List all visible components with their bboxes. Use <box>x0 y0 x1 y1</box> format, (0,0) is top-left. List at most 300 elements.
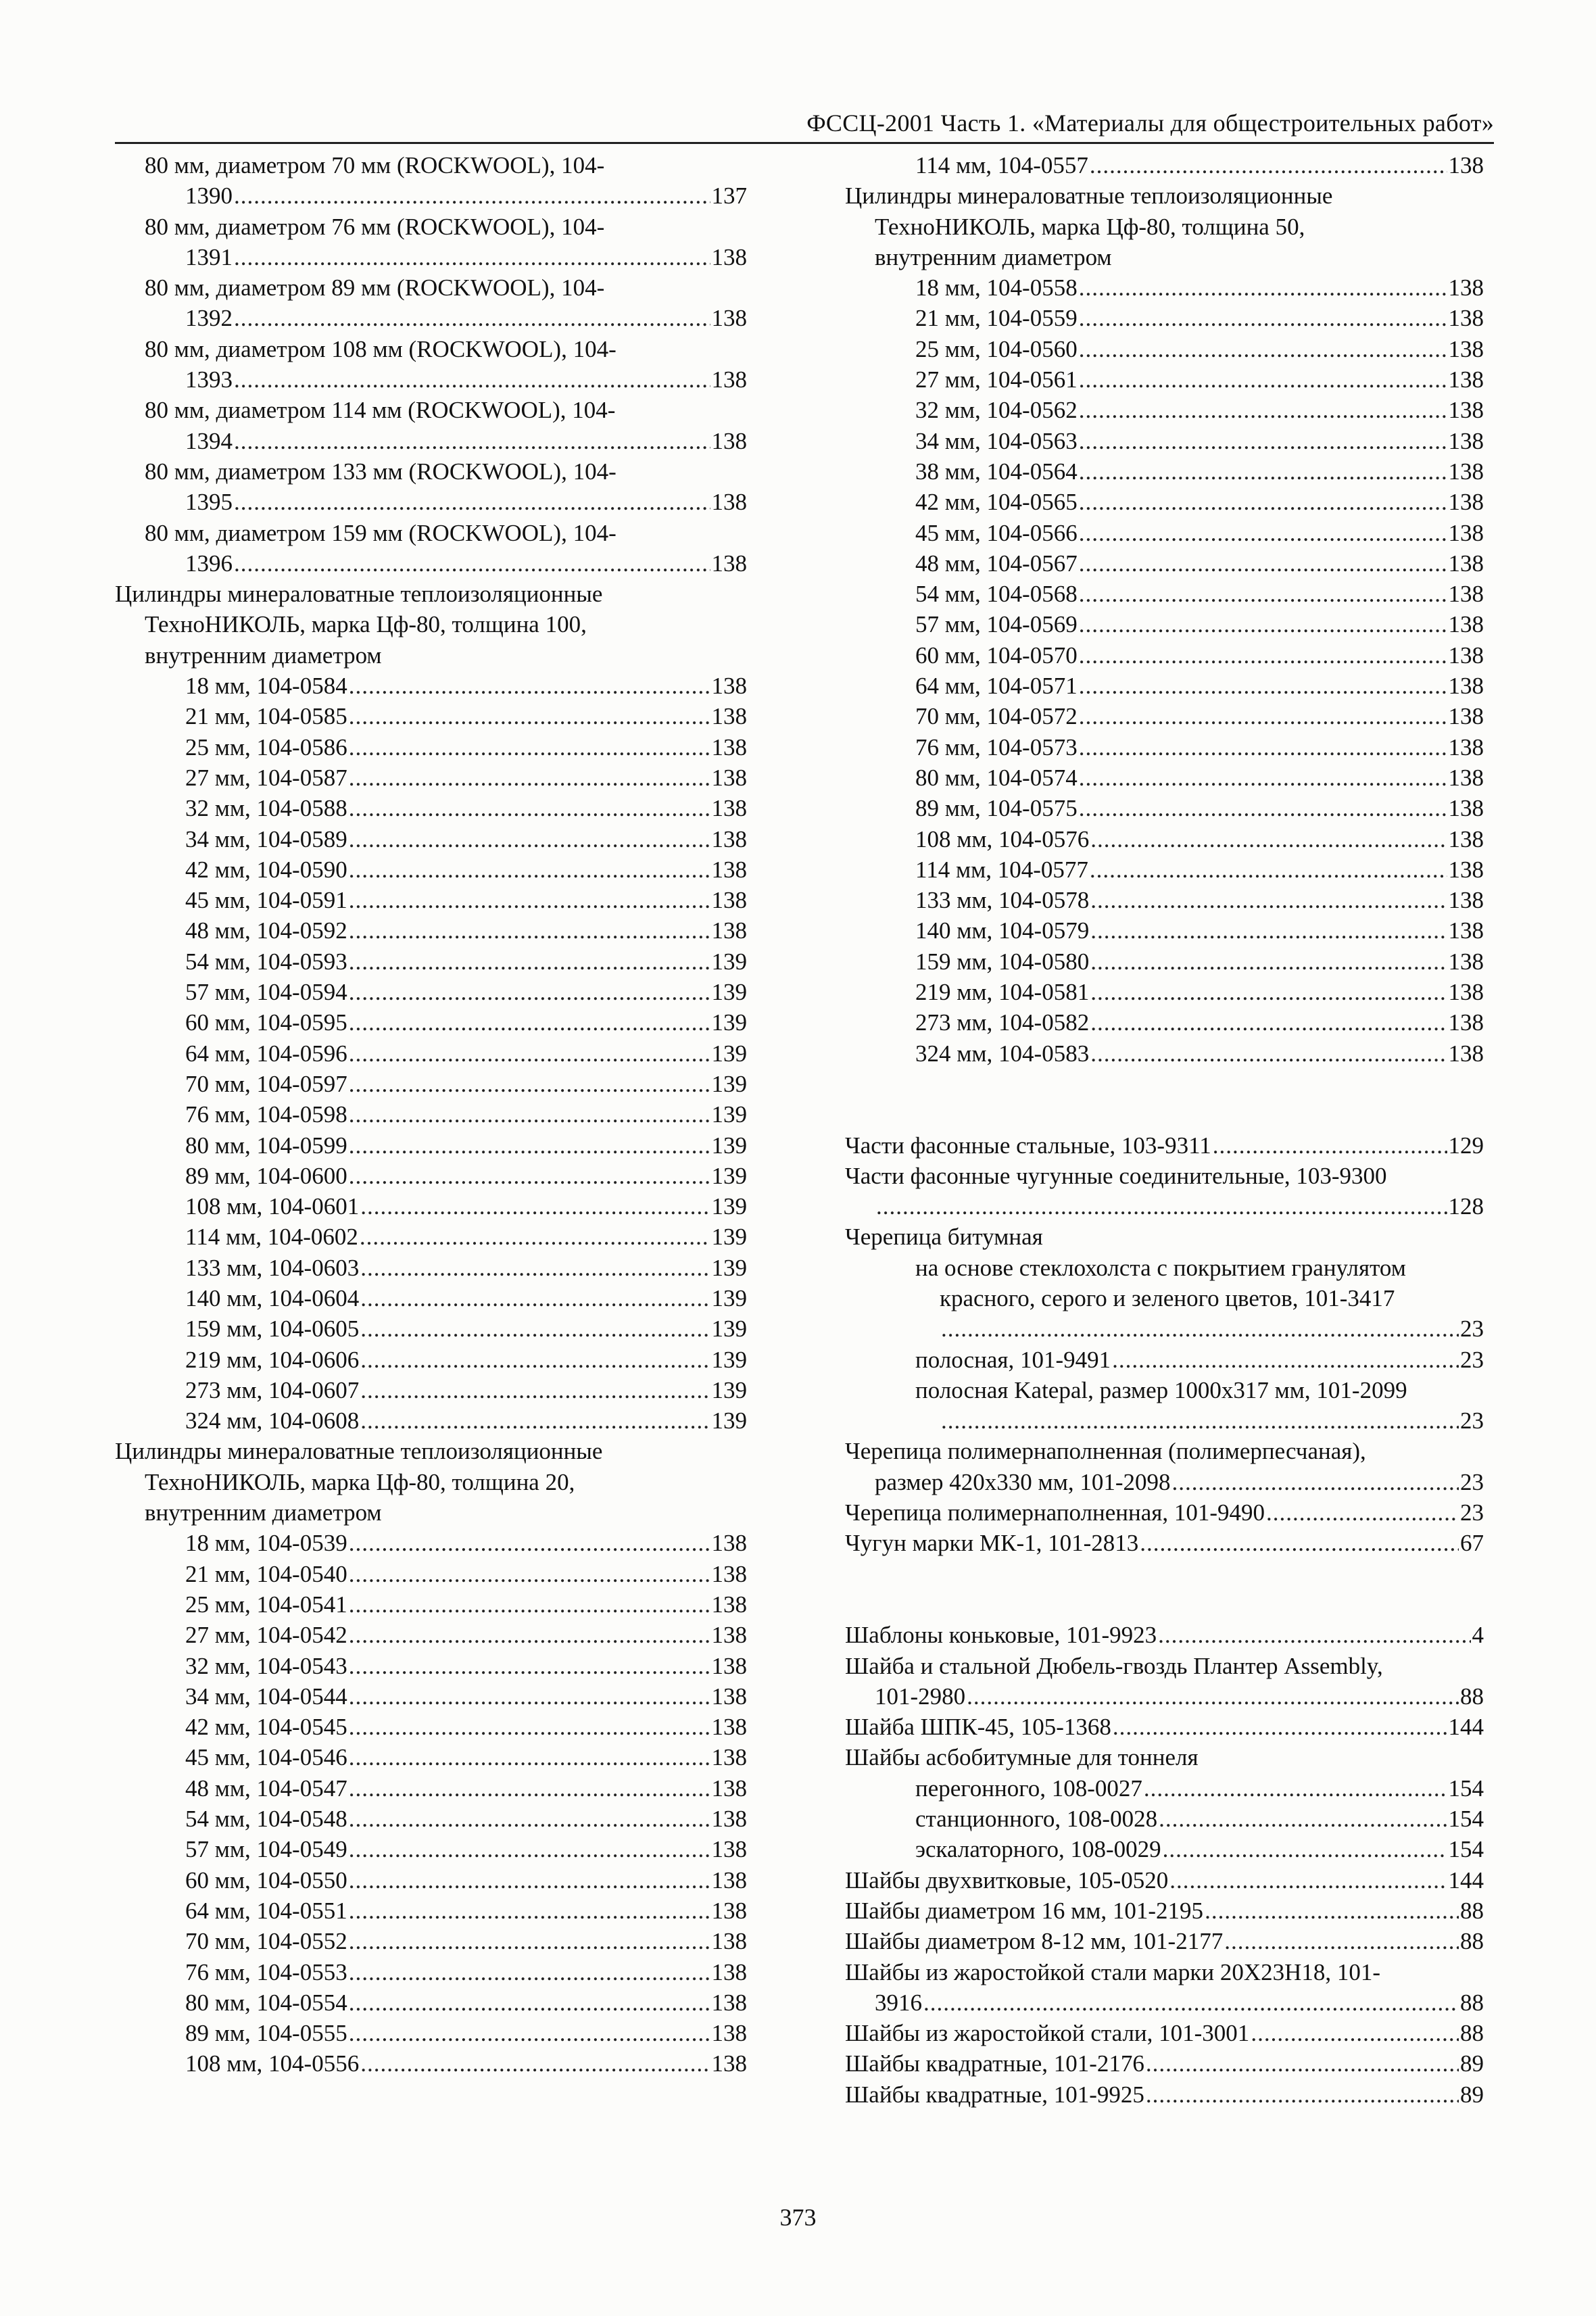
page-reference: 138 <box>711 856 747 883</box>
index-entry <box>845 640 1484 671</box>
index-entry-line <box>115 1345 747 1375</box>
dot-leader <box>349 1007 710 1038</box>
index-entry <box>115 701 747 731</box>
index-entry-line <box>845 701 1484 731</box>
dot-leader <box>1079 395 1447 425</box>
entry-text: размер 420х330 мм, 101-2098 <box>875 1468 1171 1495</box>
page-reference: 23 <box>1460 1499 1484 1526</box>
index-entry-line <box>115 548 747 579</box>
index-entry <box>845 915 1484 946</box>
page-reference: 138 <box>1448 550 1484 577</box>
index-entry <box>115 212 747 273</box>
dot-leader <box>234 364 710 395</box>
page-reference: 88 <box>1460 1989 1484 2016</box>
dot-leader <box>967 1681 1459 1712</box>
page-reference: 138 <box>711 489 747 516</box>
page-reference: 138 <box>711 1866 747 1893</box>
entry-text: 80 мм, диаметром 108 мм (ROCKWOOL), 104- <box>145 335 616 362</box>
index-entry-line <box>115 1804 747 1834</box>
entry-text: 159 мм, 104-0580 <box>915 948 1090 975</box>
entry-text: Шайбы диаметром 16 мм, 101-2195 <box>845 1897 1204 1924</box>
entry-text: внутренним диаметром <box>145 1499 382 1526</box>
dot-leader <box>234 487 710 517</box>
dot-leader <box>1079 701 1447 731</box>
dot-leader <box>349 1987 710 2018</box>
blank-line <box>845 1559 1484 1589</box>
entry-text: 45 мм, 104-0566 <box>915 519 1078 546</box>
entry-text: Шайбы квадратные, 101-9925 <box>845 2081 1144 2108</box>
dot-leader <box>349 1957 710 1987</box>
dot-leader <box>1144 1773 1447 1804</box>
page-reference: 138 <box>1448 979 1484 1006</box>
entry-text: 54 мм, 104-0593 <box>185 948 347 975</box>
index-entry-line <box>845 1038 1484 1069</box>
index-entry-line <box>115 915 747 946</box>
entry-text: 18 мм, 104-0558 <box>915 274 1078 301</box>
index-entry <box>845 395 1484 425</box>
dot-leader <box>1090 977 1447 1007</box>
page-reference: 89 <box>1460 2081 1484 2108</box>
index-entry <box>115 977 747 1007</box>
page-reference: 138 <box>711 1775 747 1802</box>
page-reference: 138 <box>711 1591 747 1618</box>
dot-leader <box>360 2048 710 2079</box>
entry-text: 89 мм, 104-0555 <box>185 2020 347 2047</box>
entry-text: 57 мм, 104-0569 <box>915 611 1078 638</box>
page-reference: 88 <box>1460 1928 1484 1955</box>
index-entry <box>115 1651 747 1681</box>
index-entry-line <box>115 1130 747 1161</box>
entry-text: 21 мм, 104-0559 <box>915 305 1078 332</box>
index-entry <box>845 1253 1484 1345</box>
entry-text: 34 мм, 104-0544 <box>185 1683 347 1710</box>
index-entry <box>845 1497 1484 1528</box>
entry-text: 25 мм, 104-0560 <box>915 335 1078 362</box>
index-entry <box>115 1559 747 1589</box>
page-reference: 154 <box>1448 1836 1484 1863</box>
index-entry-line <box>845 150 1484 180</box>
index-entry <box>115 1161 747 1191</box>
index-entry-line <box>845 671 1484 701</box>
index-entry-line <box>845 1253 1484 1283</box>
index-entry <box>115 1681 747 1712</box>
entry-text: 60 мм, 104-0595 <box>185 1009 347 1036</box>
index-entry-line <box>845 732 1484 763</box>
dot-leader <box>234 548 710 579</box>
page-reference: 139 <box>711 1101 747 1128</box>
dot-leader <box>349 1865 710 1896</box>
entry-text: 25 мм, 104-0541 <box>185 1591 347 1618</box>
index-entry-line <box>845 212 1484 242</box>
entry-text: 101-2980 <box>875 1683 966 1710</box>
page-reference: 138 <box>711 1560 747 1587</box>
index-entry <box>845 1651 1484 1712</box>
page-reference: 138 <box>711 366 747 393</box>
entry-text: Шайбы квадратные, 101-2176 <box>845 2050 1144 2077</box>
page-reference: 138 <box>1448 397 1484 424</box>
dot-leader <box>1079 456 1447 487</box>
index-entry-line <box>845 640 1484 671</box>
entry-text: 76 мм, 104-0598 <box>185 1101 347 1128</box>
index-entry-line <box>115 1559 747 1589</box>
dot-leader <box>1079 303 1447 333</box>
index-entry <box>845 426 1484 456</box>
index-entry-line <box>845 487 1484 517</box>
entry-text: 42 мм, 104-0545 <box>185 1714 347 1741</box>
index-entry <box>115 1405 747 1436</box>
index-entry-line <box>115 426 747 456</box>
page-reference: 139 <box>711 1162 747 1189</box>
page-reference: 154 <box>1448 1775 1484 1802</box>
entry-text: 80 мм, диаметром 159 мм (ROCKWOOL), 104- <box>145 519 616 546</box>
entry-text: 80 мм, диаметром 70 мм (ROCKWOOL), 104- <box>145 152 605 178</box>
dot-leader <box>1079 334 1447 364</box>
page-reference: 138 <box>1448 764 1484 791</box>
index-entry <box>115 150 747 212</box>
entry-text: красного, серого и зеленого цветов, 101-3417 <box>940 1284 1395 1311</box>
index-entry <box>115 1283 747 1313</box>
index-entry-line <box>115 946 747 977</box>
entry-text: Шайбы диаметром 8-12 мм, 101-2177 <box>845 1928 1224 1955</box>
dot-leader <box>360 1222 710 1252</box>
index-entry <box>845 518 1484 548</box>
index-entry <box>115 1773 747 1804</box>
page-reference: 139 <box>711 1346 747 1373</box>
index-entry <box>845 1161 1484 1222</box>
page-reference: 138 <box>711 795 747 822</box>
index-entry-line <box>845 1834 1484 1864</box>
index-entry-line <box>845 1375 1484 1405</box>
entry-text: полосная Katepal, размер 1000х317 мм, 101-2099 <box>915 1376 1407 1403</box>
index-entry <box>845 1712 1484 1742</box>
entry-text: 1395 <box>185 489 233 516</box>
entry-text: 18 мм, 104-0539 <box>185 1530 347 1557</box>
dot-leader <box>1090 150 1447 180</box>
page-reference: 138 <box>711 1836 747 1863</box>
index-entry <box>115 1253 747 1283</box>
index-entry-line <box>115 579 747 609</box>
index-entry <box>845 793 1484 823</box>
entry-text: 64 мм, 104-0596 <box>185 1040 347 1067</box>
page-number: 373 <box>779 2204 817 2231</box>
index-entry <box>845 1804 1484 1834</box>
index-entry-line <box>115 1313 747 1344</box>
index-entry-line <box>115 456 747 487</box>
entry-text: на основе стеклохолста с покрытием гранулятом <box>915 1254 1406 1281</box>
index-entry <box>115 2018 747 2048</box>
index-entry-line <box>115 885 747 915</box>
page-reference: 138 <box>711 825 747 852</box>
entry-text: Цилиндры минераловатные теплоизоляционные <box>845 183 1333 210</box>
index-entry-line <box>845 1712 1484 1742</box>
index-entry-line <box>115 1681 747 1712</box>
index-entry-line <box>845 946 1484 977</box>
index-entry-line <box>115 395 747 425</box>
index-entry <box>115 793 747 823</box>
entry-text: 219 мм, 104-0606 <box>185 1346 360 1373</box>
index-entry <box>845 579 1484 609</box>
index-entry-line <box>115 1620 747 1650</box>
entry-text: Цилиндры минераловатные теплоизоляционные <box>115 581 603 608</box>
index-entry-line <box>115 1436 747 1466</box>
page-reference: 88 <box>1460 1897 1484 1924</box>
index-entry-line <box>115 1773 747 1804</box>
index-entry <box>115 1528 747 1558</box>
entry-text: Черепица битумная <box>845 1224 1043 1251</box>
index-entry <box>845 1834 1484 1864</box>
entry-text: 60 мм, 104-0550 <box>185 1866 347 1893</box>
dot-leader <box>349 1896 710 1926</box>
index-entry <box>845 364 1484 395</box>
page-reference: 139 <box>711 1132 747 1159</box>
index-entry <box>845 2048 1484 2079</box>
index-entry <box>115 1712 747 1742</box>
index-entry-line <box>845 885 1484 915</box>
page-reference: 138 <box>711 305 747 332</box>
entry-text: Шайбы из жаростойкой стали, 101-3001 <box>845 2020 1250 2047</box>
index-entry <box>845 456 1484 487</box>
page-reference: 138 <box>711 1928 747 1955</box>
entry-text: 27 мм, 104-0561 <box>915 366 1078 393</box>
entry-text: 32 мм, 104-0543 <box>185 1652 347 1679</box>
entry-text: Шайба ШПК-45, 105-1368 <box>845 1714 1111 1741</box>
index-entry-line <box>845 395 1484 425</box>
page-reference: 139 <box>711 1040 747 1067</box>
page-reference: 138 <box>711 764 747 791</box>
entry-text: 34 мм, 104-0589 <box>185 825 347 852</box>
dot-leader <box>1172 1467 1459 1497</box>
entry-text: 133 мм, 104-0578 <box>915 887 1090 914</box>
dot-leader <box>349 1528 710 1558</box>
dot-leader <box>1090 946 1447 977</box>
index-entry-line <box>845 1896 1484 1926</box>
index-entry-line <box>115 1742 747 1772</box>
page-reference: 139 <box>711 1070 747 1097</box>
entry-text: 324 мм, 104-0608 <box>185 1407 360 1434</box>
page-reference: 138 <box>711 917 747 944</box>
index-entry <box>115 885 747 915</box>
dot-leader <box>234 303 710 333</box>
page-reference: 138 <box>711 1989 747 2016</box>
index-entry <box>845 1345 1484 1375</box>
index-entry-line <box>845 1773 1484 1804</box>
entry-text: перегонного, 108-0027 <box>915 1775 1142 1802</box>
index-entry-line <box>845 915 1484 946</box>
index-entry-line <box>115 364 747 395</box>
page-reference: 138 <box>1448 427 1484 454</box>
dot-leader <box>349 946 710 977</box>
dot-leader <box>349 885 710 915</box>
page-reference: 138 <box>711 550 747 577</box>
index-entry <box>845 180 1484 272</box>
entry-text: 80 мм, 104-0574 <box>915 764 1078 791</box>
index-entry <box>845 1222 1484 1252</box>
entry-text: 54 мм, 104-0548 <box>185 1806 347 1833</box>
index-entry-line <box>115 854 747 885</box>
index-entry-line <box>845 793 1484 823</box>
index-entry <box>115 824 747 854</box>
dot-leader <box>1090 1007 1447 1038</box>
entry-text: 114 мм, 104-0602 <box>185 1224 358 1251</box>
index-entry <box>115 1865 747 1896</box>
entry-text: 57 мм, 104-0549 <box>185 1836 347 1863</box>
page-reference: 129 <box>1448 1132 1484 1159</box>
dot-leader <box>349 1926 710 1956</box>
entry-text: 21 мм, 104-0585 <box>185 703 347 730</box>
index-entry-line <box>845 824 1484 854</box>
index-entry-line <box>115 732 747 763</box>
dot-leader <box>1140 1528 1459 1558</box>
index-entry-line <box>845 854 1484 885</box>
index-entry-line <box>115 2048 747 2079</box>
entry-text: 1391 <box>185 243 233 270</box>
index-entry-line <box>845 1467 1484 1497</box>
entry-text: 1393 <box>185 366 233 393</box>
entry-text: 108 мм, 104-0601 <box>185 1193 360 1220</box>
page-reference: 23 <box>1460 1468 1484 1495</box>
page-reference: 139 <box>711 1284 747 1311</box>
index-entry-line <box>115 2018 747 2048</box>
index-entry <box>115 1436 747 1528</box>
page-reference: 137 <box>711 183 747 210</box>
dot-leader <box>1079 272 1447 303</box>
dot-leader <box>1079 426 1447 456</box>
page-reference: 138 <box>711 733 747 761</box>
index-entry-line <box>845 548 1484 579</box>
entry-text: 70 мм, 104-0552 <box>185 1928 347 1955</box>
page-reference: 139 <box>711 948 747 975</box>
page-reference: 23 <box>1460 1346 1484 1373</box>
entry-text: 219 мм, 104-0581 <box>915 979 1090 1006</box>
index-entry-line <box>115 1069 747 1099</box>
dot-leader <box>1079 518 1447 548</box>
index-entry <box>845 977 1484 1007</box>
dot-leader <box>349 701 710 731</box>
dot-leader <box>1090 915 1447 946</box>
index-entry <box>845 1742 1484 1772</box>
page-reference: 138 <box>711 1622 747 1649</box>
dot-leader <box>349 977 710 1007</box>
index-entry <box>845 1620 1484 1650</box>
index-entry <box>845 885 1484 915</box>
page-reference: 139 <box>711 1193 747 1220</box>
index-entry-line <box>115 334 747 364</box>
entry-text: Шаблоны коньковые, 101-9923 <box>845 1622 1157 1649</box>
entry-text: 159 мм, 104-0605 <box>185 1316 360 1343</box>
entry-text: 38 мм, 104-0564 <box>915 458 1078 485</box>
index-entry <box>845 701 1484 731</box>
dot-leader <box>1090 1038 1447 1069</box>
index-entry <box>845 609 1484 640</box>
dot-leader <box>349 1589 710 1620</box>
dot-leader <box>349 1651 710 1681</box>
entry-text: 76 мм, 104-0573 <box>915 733 1078 761</box>
index-entry <box>115 1834 747 1864</box>
index-entry <box>845 2079 1484 2110</box>
page-reference: 138 <box>1448 335 1484 362</box>
index-entry-line <box>845 2048 1484 2079</box>
index-entry-line <box>845 456 1484 487</box>
index-entry-line <box>115 824 747 854</box>
page-reference: 138 <box>1448 581 1484 608</box>
index-entry <box>845 824 1484 854</box>
index-entry-line <box>115 1926 747 1956</box>
dot-leader <box>1090 824 1447 854</box>
dot-leader <box>349 1681 710 1712</box>
dot-leader <box>1112 1345 1459 1375</box>
index-entry-line <box>845 518 1484 548</box>
dot-leader <box>360 1313 710 1344</box>
index-entry-line <box>845 1497 1484 1528</box>
index-entry-line <box>845 1681 1484 1712</box>
entry-text: 48 мм, 104-0547 <box>185 1775 347 1802</box>
index-entry-line <box>845 1957 1484 1987</box>
index-entry-line <box>115 1467 747 1497</box>
entry-text: 70 мм, 104-0572 <box>915 703 1078 730</box>
index-entry <box>845 272 1484 303</box>
index-entry <box>115 1926 747 1956</box>
index-entry <box>845 671 1484 701</box>
index-entry-line <box>115 1987 747 2018</box>
index-entry <box>845 1896 1484 1926</box>
entry-text: 89 мм, 104-0575 <box>915 795 1078 822</box>
index-entry-line <box>845 1987 1484 2018</box>
dot-leader <box>1266 1497 1459 1528</box>
entry-text: Чугун марки МК-1, 101-2813 <box>845 1530 1139 1557</box>
index-entry-line <box>115 150 747 180</box>
dot-leader <box>1079 364 1447 395</box>
entry-text: ТехноНИКОЛЬ, марка Цф-80, толщина 20, <box>145 1468 575 1495</box>
page-reference: 67 <box>1460 1530 1484 1557</box>
index-entry-line <box>115 671 747 701</box>
index-entry-line <box>115 487 747 517</box>
entry-text: 32 мм, 104-0588 <box>185 795 347 822</box>
index-entry <box>115 1191 747 1222</box>
index-entry-line <box>845 1651 1484 1681</box>
index-entry <box>115 1099 747 1130</box>
entry-text: станционного, 108-0028 <box>915 1806 1158 1833</box>
index-entry <box>115 1069 747 1099</box>
dot-leader <box>349 1099 710 1130</box>
dot-leader <box>1079 763 1447 793</box>
index-entry-line <box>845 1436 1484 1466</box>
entry-text: 80 мм, диаметром 114 мм (ROCKWOOL), 104- <box>145 397 616 424</box>
entry-text: 273 мм, 104-0607 <box>185 1376 360 1403</box>
entry-text: 108 мм, 104-0556 <box>185 2050 360 2077</box>
index-entry <box>845 1007 1484 1038</box>
index-entry <box>845 487 1484 517</box>
index-entry <box>845 854 1484 885</box>
entry-text: 114 мм, 104-0577 <box>915 856 1088 883</box>
dot-leader <box>1146 2048 1459 2079</box>
index-entry-line <box>845 1865 1484 1896</box>
dot-leader <box>1079 548 1447 579</box>
page-reference: 139 <box>711 1254 747 1281</box>
page-reference: 138 <box>1448 274 1484 301</box>
dot-leader <box>349 1773 710 1804</box>
page-reference: 138 <box>1448 733 1484 761</box>
dot-leader <box>349 915 710 946</box>
entry-text: Шайбы из жаростойкой стали марки 20Х23Н18, 101- <box>845 1958 1381 1985</box>
entry-text: 273 мм, 104-0582 <box>915 1009 1090 1036</box>
index-entry-line <box>115 977 747 1007</box>
index-entry-line <box>115 1099 747 1130</box>
entry-text: внутренним диаметром <box>145 642 382 669</box>
entry-text: ТехноНИКОЛЬ, марка Цф-80, толщина 50, <box>875 213 1305 240</box>
page-reference: 138 <box>711 673 747 700</box>
index-entry-line <box>845 1345 1484 1375</box>
index-entry-line <box>845 977 1484 1007</box>
